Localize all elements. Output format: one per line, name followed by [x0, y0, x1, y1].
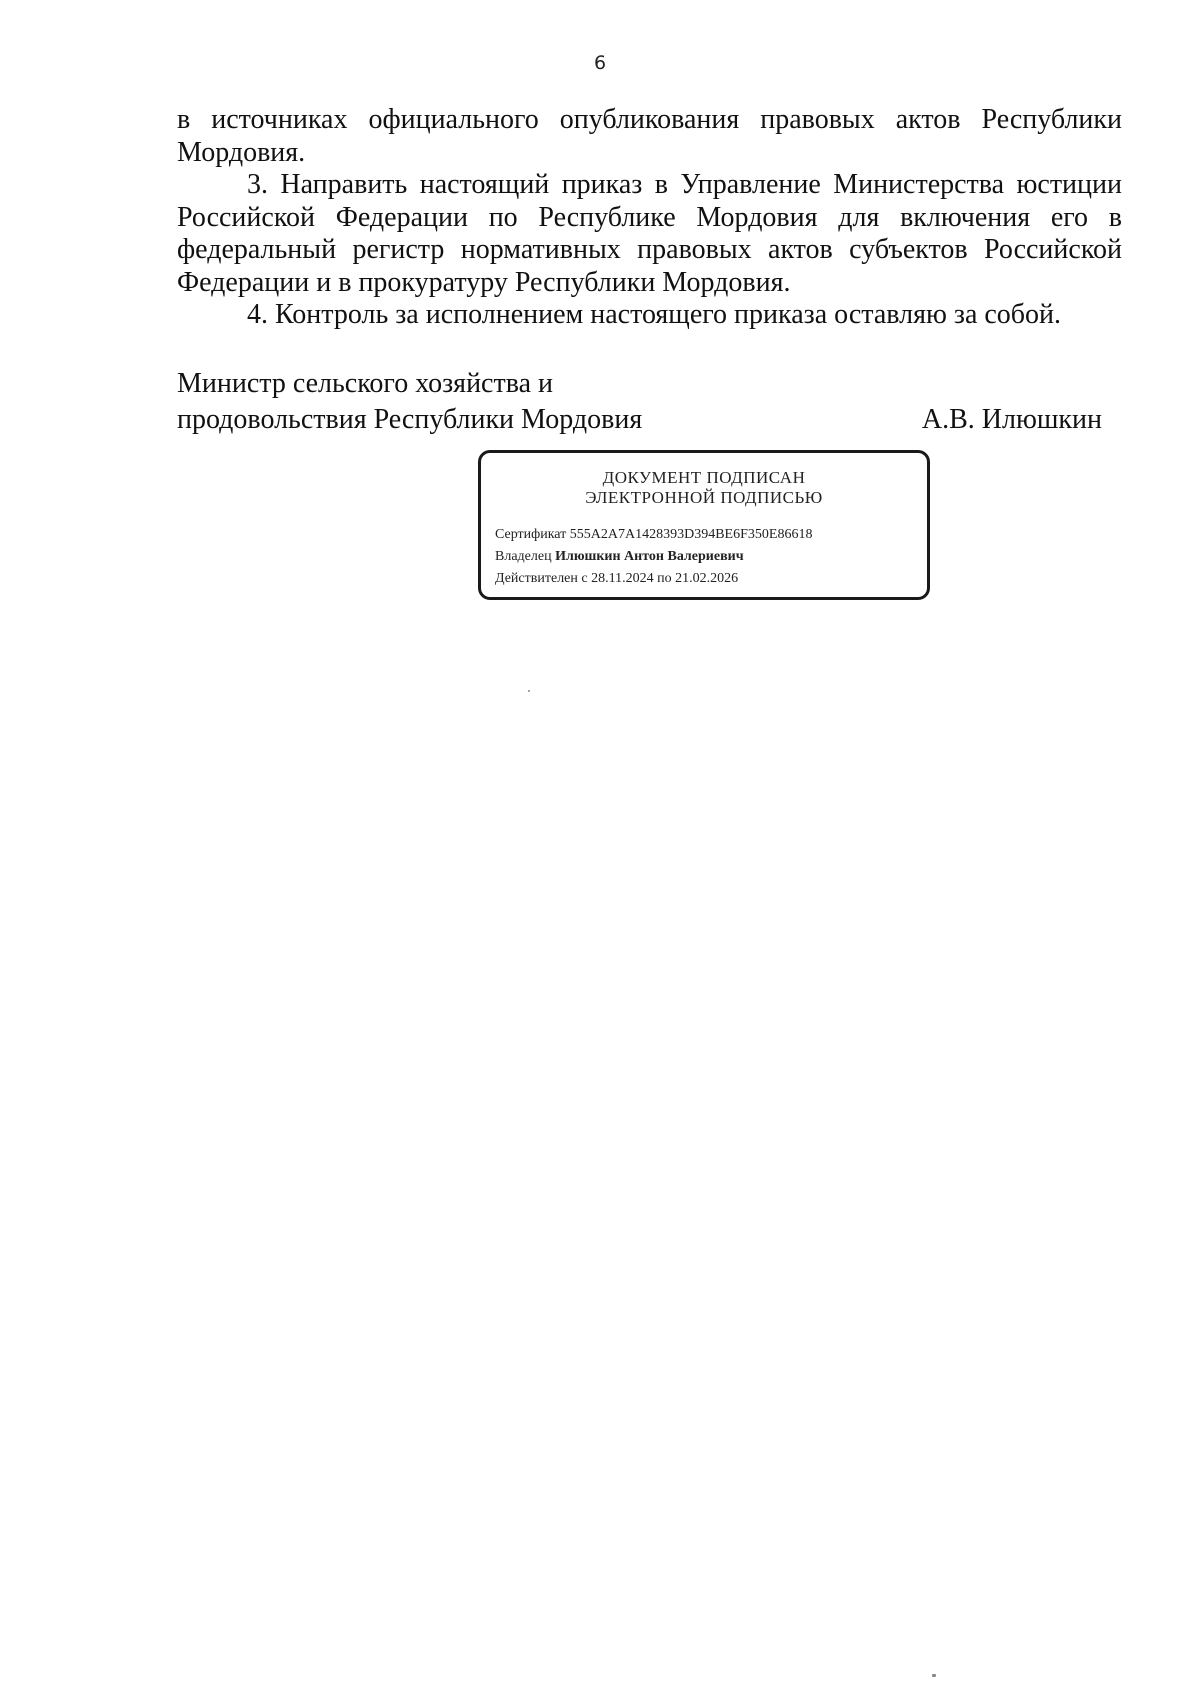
stamp-valid-from-prefix: с: [581, 571, 588, 586]
paragraph-item-4: 4. Контроль за исполнением настоящего приказа оставляю за собой.: [247, 299, 1062, 330]
scan-speck: [932, 1674, 936, 1677]
stamp-certificate-row: [495, 524, 927, 546]
paragraph-continuation: в источниках официального опубликования правовых актов Республики Мордовия.: [177, 104, 1122, 168]
stamp-title: [481, 468, 927, 508]
signature-block: [177, 366, 1102, 438]
signatory-position-line-1: Министр сельского хозяйства и: [177, 368, 553, 399]
stamp-title-line-1: ДОКУМЕНТ ПОДПИСАН: [602, 468, 806, 487]
scan-speck: [528, 690, 530, 692]
stamp-validity-row: [495, 568, 927, 590]
stamp-valid-label: Действителен: [495, 571, 578, 586]
paragraph-item-3: 3. Направить настоящий приказ в Управление Министерства юстиции Российской Федерации по Республике Мордовия для включения его в федеральный регистр нормативных правовых актов субъектов Российской Федерации и в прокуратуру Республики Мордовия.: [177, 169, 1122, 298]
stamp-valid-to: 21.02.2026: [675, 571, 739, 586]
stamp-owner-row: [495, 546, 927, 568]
document-body: [177, 104, 1122, 332]
stamp-certificate-label: Сертификат: [495, 527, 567, 542]
signatory-name: А.В. Илюшкин: [921, 404, 1102, 435]
page-number: 6: [593, 52, 607, 74]
signatory-position-line-2: продовольствия Республики Мордовия: [177, 404, 643, 435]
stamp-owner-value: Илюшкин Антон Валериевич: [555, 549, 744, 564]
stamp-details: [481, 524, 927, 590]
stamp-valid-from: 28.11.2024: [591, 571, 654, 586]
stamp-certificate-value: 555A2A7A1428393D394BE6F350E86618: [569, 527, 813, 542]
electronic-signature-stamp: [478, 450, 930, 600]
stamp-title-line-2: ЭЛЕКТРОННОЙ ПОДПИСЬЮ: [585, 488, 823, 507]
stamp-valid-to-prefix: по: [657, 571, 672, 586]
stamp-owner-label: Владелец: [495, 549, 552, 564]
